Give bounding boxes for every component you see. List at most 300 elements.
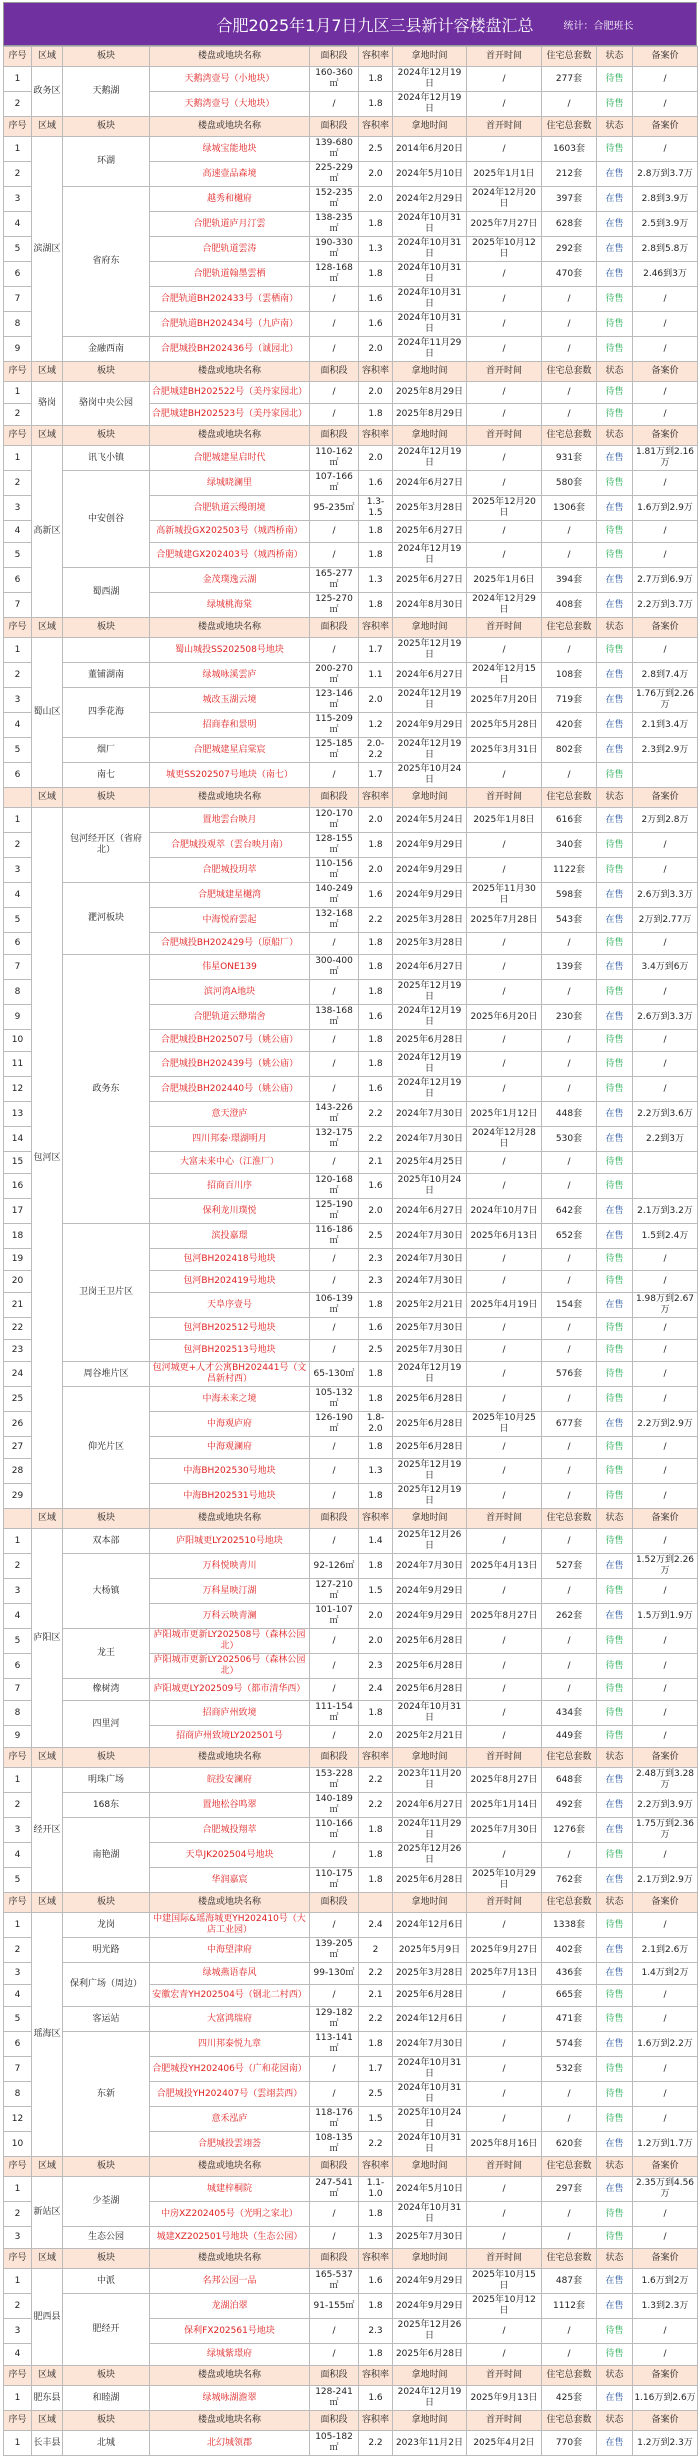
area-range: 300-400㎡ — [310, 955, 359, 980]
column-header-project-name: 楼盘或地块名称 — [150, 2366, 310, 2386]
column-header-region: 区域 — [32, 1509, 63, 1529]
block-cell: 烟厂 — [63, 738, 150, 763]
row-number: 4 — [4, 1604, 32, 1629]
record-price: / — [633, 2107, 698, 2132]
record-price: / — [633, 1701, 698, 1726]
plot-ratio: 2.0 — [359, 858, 393, 883]
column-header-open-date: 首开时间 — [467, 1748, 542, 1768]
total-units: 397套 — [542, 187, 597, 212]
area-range: / — [310, 2344, 359, 2366]
status-badge: 待售 — [597, 2007, 633, 2032]
land-date: 2024年9月29日 — [393, 1579, 467, 1604]
open-date: / — [467, 1701, 542, 1726]
column-header-project-name: 楼盘或地块名称 — [150, 362, 310, 382]
land-date: 2025年7月30日 — [393, 1340, 467, 1362]
land-date: 2025年6月28日 — [393, 1985, 467, 2007]
row-number: 8 — [4, 312, 32, 337]
record-price: / — [633, 382, 698, 404]
plot-ratio: 2.3 — [359, 1654, 393, 1679]
total-units: / — [542, 980, 597, 1005]
row-number: 4 — [4, 713, 32, 738]
land-date: 2025年3月28日 — [393, 933, 467, 955]
total-units: / — [542, 382, 597, 404]
area-range: 132-175㎡ — [310, 1127, 359, 1152]
column-header-open-date: 首开时间 — [467, 47, 542, 67]
plot-ratio: 1.8-2.0 — [359, 1412, 393, 1437]
plot-ratio: 1.8 — [359, 2202, 393, 2227]
total-units: 420套 — [542, 713, 597, 738]
region-cell: 骆岗 — [32, 382, 63, 426]
row-number: 24 — [4, 1362, 32, 1387]
row-number: 26 — [4, 1412, 32, 1437]
land-date: 2024年10月31日 — [393, 1701, 467, 1726]
record-price: / — [633, 67, 698, 92]
table-row — [4, 1701, 698, 1726]
column-header-region: 区域 — [32, 618, 63, 638]
row-number: 1 — [4, 1913, 32, 1938]
area-range: / — [310, 382, 359, 404]
table-row — [4, 1938, 698, 1963]
region-cell: 蜀山区 — [32, 638, 63, 788]
status-badge: 在售 — [597, 1102, 633, 1127]
open-date: 2025年10月29日 — [467, 1868, 542, 1893]
table-row — [4, 1963, 698, 1985]
area-range: / — [310, 1459, 359, 1484]
status-badge: 待售 — [597, 404, 633, 426]
area-range: / — [310, 92, 359, 117]
block-cell: 南艳湖 — [63, 1818, 150, 1893]
land-date: 2024年9月29日 — [393, 713, 467, 738]
plot-ratio: 1.8 — [359, 1484, 393, 1509]
row-number: 1 — [4, 638, 32, 663]
record-price: / — [633, 2344, 698, 2366]
row-number: 1 — [4, 1529, 32, 1554]
plot-ratio: 1.2 — [359, 713, 393, 738]
project-name: 意天澄庐 — [150, 1102, 310, 1127]
project-name: 合肥城投雲翊荟 — [150, 2132, 310, 2157]
column-header-area-range: 面积段 — [310, 426, 359, 446]
total-units: 802套 — [542, 738, 597, 763]
row-number: 6 — [4, 763, 32, 788]
status-badge: 在售 — [597, 1005, 633, 1030]
project-name: 城改玉湖云境 — [150, 688, 310, 713]
column-header-row-number — [4, 1509, 32, 1529]
record-price: / — [633, 858, 698, 883]
land-date: 2024年12月19日 — [393, 1052, 467, 1077]
column-header-total-units: 住宅总套数 — [542, 2411, 597, 2431]
plot-ratio: 1.8 — [359, 2032, 393, 2057]
region-cell: 包河区 — [32, 808, 63, 1509]
land-date: 2024年12月19日 — [393, 92, 467, 117]
area-range: 110-166㎡ — [310, 1818, 359, 1843]
total-units: / — [542, 287, 597, 312]
row-number: 7 — [4, 2057, 32, 2082]
column-header-row-number — [4, 788, 32, 808]
record-price: / — [633, 1340, 698, 1362]
column-header-land-date: 拿地时间 — [393, 2249, 467, 2269]
area-range: 139-680㎡ — [310, 137, 359, 162]
total-units: 574套 — [542, 2032, 597, 2057]
project-name: 招商庐州致境 — [150, 1701, 310, 1726]
column-header-area-range: 面积段 — [310, 1509, 359, 1529]
open-date: / — [467, 980, 542, 1005]
record-price: / — [633, 833, 698, 858]
area-range: / — [310, 404, 359, 426]
open-date: 2024年12月15日 — [467, 663, 542, 688]
table-row — [4, 2227, 698, 2249]
column-header-plot-ratio: 容积率 — [359, 2411, 393, 2431]
plot-ratio: 1.3-1.5 — [359, 496, 393, 521]
record-price: / — [633, 933, 698, 955]
row-number: 1 — [4, 2177, 32, 2202]
column-header-total-units: 住宅总套数 — [542, 47, 597, 67]
project-name: 高速壹品森境 — [150, 162, 310, 187]
total-units: 527套 — [542, 1554, 597, 1579]
status-badge: 待售 — [597, 1484, 633, 1509]
plot-ratio: 1.3 — [359, 2227, 393, 2249]
record-price: 1.5万到1.9万 — [633, 1604, 698, 1629]
column-header-status: 状态 — [597, 788, 633, 808]
open-date: / — [467, 1843, 542, 1868]
block-cell: 周谷堆片区 — [63, 1362, 150, 1387]
total-units: 931套 — [542, 446, 597, 471]
block-cell: 董铺湖南 — [63, 663, 150, 688]
open-date: 2025年11月30日 — [467, 883, 542, 908]
status-badge: 待售 — [597, 1701, 633, 1726]
plot-ratio: 2.4 — [359, 1913, 393, 1938]
project-name: 金茂璞逸云湖 — [150, 568, 310, 593]
row-number: 4 — [4, 1843, 32, 1868]
status-badge: 在售 — [597, 237, 633, 262]
status-badge: 待售 — [597, 2057, 633, 2082]
column-header-open-date: 首开时间 — [467, 2366, 542, 2386]
open-date: / — [467, 1437, 542, 1459]
area-range: 129-182㎡ — [310, 2007, 359, 2032]
table-row — [4, 1629, 698, 1654]
land-date: 2025年4月25日 — [393, 1152, 467, 1174]
column-header-record-price: 备案价 — [633, 2411, 698, 2431]
plot-ratio: 1.8 — [359, 521, 393, 543]
column-header-row-number: 序号 — [4, 426, 32, 446]
plot-ratio: 1.8 — [359, 955, 393, 980]
column-header-block: 板块 — [63, 47, 150, 67]
table-row — [4, 663, 698, 688]
land-date: 2025年2月21日 — [393, 1726, 467, 1748]
table-row — [4, 2177, 698, 2202]
table-row — [4, 137, 698, 162]
plot-ratio: 2.1 — [359, 1985, 393, 2007]
area-range: / — [310, 1654, 359, 1679]
column-header-plot-ratio: 容积率 — [359, 2249, 393, 2269]
row-number: 7 — [4, 593, 32, 618]
area-range: 153-228㎡ — [310, 1768, 359, 1793]
total-units: 425套 — [542, 2386, 597, 2411]
plot-ratio: 2.0 — [359, 1629, 393, 1654]
open-date: / — [467, 337, 542, 362]
project-name: 中海观澜府 — [150, 1437, 310, 1459]
plot-ratio: 2 — [359, 1938, 393, 1963]
project-name: 置地雲台映月 — [150, 808, 310, 833]
record-price: 2.2万到2.9万 — [633, 1412, 698, 1437]
record-price: / — [633, 1362, 698, 1387]
project-name: 中海BH202531号地块 — [150, 1484, 310, 1509]
column-header-block: 板块 — [63, 2157, 150, 2177]
open-date: 2025年8月16日 — [467, 2132, 542, 2157]
land-date: 2025年7月30日 — [393, 1318, 467, 1340]
table-row — [4, 738, 698, 763]
plot-ratio: 1.6 — [359, 287, 393, 312]
project-name: 万科云映青澜 — [150, 1604, 310, 1629]
status-badge: 在售 — [597, 1868, 633, 1893]
land-date: 2024年10月31日 — [393, 287, 467, 312]
record-price: / — [633, 1529, 698, 1554]
region-cell: 肥东县 — [32, 2386, 63, 2411]
land-date: 2024年12月19日 — [393, 688, 467, 713]
project-name: 保利龙川璞悦 — [150, 1199, 310, 1224]
plot-ratio: 1.8 — [359, 1701, 393, 1726]
plot-ratio: 1.8 — [359, 212, 393, 237]
column-header-record-price: 备案价 — [633, 426, 698, 446]
block-cell: 橡树湾 — [63, 1679, 150, 1701]
table-row — [4, 2386, 698, 2411]
block-cell: 包河经开区（省府北） — [63, 808, 150, 883]
record-price: / — [633, 2202, 698, 2227]
project-name: 合肥城投BH202429号（原船厂） — [150, 933, 310, 955]
total-units: 340套 — [542, 833, 597, 858]
record-price: 1.16万到2.6万 — [633, 2386, 698, 2411]
row-number: 3 — [4, 688, 32, 713]
row-number: 4 — [4, 883, 32, 908]
status-badge: 待售 — [597, 312, 633, 337]
record-price: / — [633, 1249, 698, 1271]
row-number: 8 — [4, 2082, 32, 2107]
total-units: / — [542, 1387, 597, 1412]
plot-ratio: 2.0 — [359, 446, 393, 471]
record-price: 2.2万到3.6万 — [633, 1102, 698, 1127]
open-date: 2025年4月2日 — [467, 2431, 542, 2456]
land-date: 2024年9月29日 — [393, 1604, 467, 1629]
column-header-land-date: 拿地时间 — [393, 2157, 467, 2177]
record-price: 1.3到2.3万 — [633, 2294, 698, 2319]
column-header-plot-ratio: 容积率 — [359, 2366, 393, 2386]
total-units: 108套 — [542, 663, 597, 688]
record-price: / — [633, 1387, 698, 1412]
project-name: 合肥城投玥萃 — [150, 858, 310, 883]
region-cell: 长丰县 — [32, 2431, 63, 2456]
total-units: 620套 — [542, 2132, 597, 2157]
status-badge: 待售 — [597, 2202, 633, 2227]
column-header-block: 板块 — [63, 1893, 150, 1913]
open-date: / — [467, 1679, 542, 1701]
column-header-record-price: 备案价 — [633, 2366, 698, 2386]
total-units: 487套 — [542, 2269, 597, 2294]
status-badge: 待售 — [597, 2107, 633, 2132]
column-header-row-number: 序号 — [4, 1893, 32, 1913]
column-header-row-number: 序号 — [4, 2366, 32, 2386]
area-range: / — [310, 1437, 359, 1459]
block-cell: 生态公园 — [63, 2227, 150, 2249]
status-badge: 待售 — [597, 337, 633, 362]
total-units: / — [542, 1271, 597, 1293]
record-price: / — [633, 1459, 698, 1484]
land-date: 2024年6月27日 — [393, 663, 467, 688]
plot-ratio: 2.1 — [359, 1152, 393, 1174]
land-date: 2025年6月28日 — [393, 1030, 467, 1052]
column-header-region: 区域 — [32, 2157, 63, 2177]
plot-ratio: 1.6 — [359, 2269, 393, 2294]
land-date: 2025年10月24日 — [393, 1174, 467, 1199]
total-units: 402套 — [542, 1938, 597, 1963]
land-date: 2024年12月19日 — [393, 738, 467, 763]
land-date: 2025年7月30日 — [393, 2227, 467, 2249]
area-range: 118-176㎡ — [310, 2107, 359, 2132]
land-date: 2024年9月29日 — [393, 858, 467, 883]
plot-ratio: 1.8 — [359, 543, 393, 568]
land-date: 2024年6月27日 — [393, 955, 467, 980]
plot-ratio: 1.6 — [359, 312, 393, 337]
record-price: / — [633, 1579, 698, 1604]
plot-ratio: 1.4 — [359, 1529, 393, 1554]
total-units: / — [542, 638, 597, 663]
block-cell: 骆岗中央公园 — [63, 382, 150, 426]
open-date: / — [467, 446, 542, 471]
record-price: 2.35万到4.56万 — [633, 2177, 698, 2202]
column-header-region: 区域 — [32, 788, 63, 808]
area-range: / — [310, 543, 359, 568]
status-badge: 在售 — [597, 908, 633, 933]
area-range: 165-537㎡ — [310, 2269, 359, 2294]
land-date: 2024年10月31日 — [393, 2057, 467, 2082]
row-number: 6 — [4, 933, 32, 955]
block-cell: 四季花海 — [63, 688, 150, 738]
land-date: 2025年5月9日 — [393, 1938, 467, 1963]
land-date: 2025年10月24日 — [393, 763, 467, 788]
table-row — [4, 808, 698, 833]
total-units: 677套 — [542, 1412, 597, 1437]
row-number: 3 — [4, 1818, 32, 1843]
area-range: / — [310, 933, 359, 955]
project-name: 招商春和景明 — [150, 713, 310, 738]
status-badge: 在售 — [597, 1768, 633, 1793]
open-date: / — [467, 2107, 542, 2132]
column-header-status: 状态 — [597, 2157, 633, 2177]
open-date: 2025年4月13日 — [467, 1554, 542, 1579]
project-name: 华润嘉宸 — [150, 1868, 310, 1893]
area-range: 120-168㎡ — [310, 1174, 359, 1199]
open-date: 2025年6月13日 — [467, 1224, 542, 1249]
plot-ratio: 1.6 — [359, 1318, 393, 1340]
project-name: 绿城晓澜里 — [150, 471, 310, 496]
land-date: 2024年12月19日 — [393, 67, 467, 92]
project-name: 合肥城建BH202523号（美丹家园北） — [150, 404, 310, 426]
status-badge: 在售 — [597, 808, 633, 833]
record-price: / — [633, 1318, 698, 1340]
area-range: / — [310, 1679, 359, 1701]
area-range: 152-235㎡ — [310, 187, 359, 212]
row-number: 27 — [4, 1437, 32, 1459]
column-header-project-name: 楼盘或地块名称 — [150, 1509, 310, 1529]
column-header-plot-ratio: 容积率 — [359, 362, 393, 382]
table-row — [4, 1913, 698, 1938]
status-badge: 待售 — [597, 1726, 633, 1748]
column-header-open-date: 首开时间 — [467, 618, 542, 638]
section-header-row — [4, 426, 698, 446]
plot-ratio: 1.8 — [359, 1052, 393, 1077]
land-date: 2025年12月19日 — [393, 638, 467, 663]
column-header-region: 区域 — [32, 2249, 63, 2269]
table-row — [4, 1793, 698, 1818]
record-price: 2万到2.8万 — [633, 808, 698, 833]
table-row — [4, 2007, 698, 2032]
status-badge: 在售 — [597, 713, 633, 738]
status-badge: 待售 — [597, 1985, 633, 2007]
project-name: 招商百川序 — [150, 1174, 310, 1199]
project-name: 绿城宝能地块 — [150, 137, 310, 162]
project-name: 合肥城建星樾湾 — [150, 883, 310, 908]
area-range: 138-168㎡ — [310, 1005, 359, 1030]
column-header-record-price: 备案价 — [633, 117, 698, 137]
section-header-row — [4, 117, 698, 137]
total-units: / — [542, 1340, 597, 1362]
project-name: 合肥轨道翰墨雲栖 — [150, 262, 310, 287]
column-header-status: 状态 — [597, 2249, 633, 2269]
plot-ratio: 1.8 — [359, 404, 393, 426]
status-badge: 待售 — [597, 933, 633, 955]
project-name: 中房XZ202405号（光明之家北） — [150, 2202, 310, 2227]
open-date: 2025年5月28日 — [467, 713, 542, 738]
open-date: / — [467, 858, 542, 883]
total-units: / — [542, 1249, 597, 1271]
project-name: 合肥轨道云缈瑞舍 — [150, 1005, 310, 1030]
row-number: 7 — [4, 287, 32, 312]
column-header-plot-ratio: 容积率 — [359, 117, 393, 137]
area-range: / — [310, 1249, 359, 1271]
project-name: 北幻城领郡 — [150, 2431, 310, 2456]
project-name: 合肥轨道BH202433号（雲栖南） — [150, 287, 310, 312]
area-range: 110-162㎡ — [310, 446, 359, 471]
project-name: 中海未来之境 — [150, 1387, 310, 1412]
status-badge: 在售 — [597, 1412, 633, 1437]
status-badge: 待售 — [597, 471, 633, 496]
open-date: 2025年10月12日 — [467, 2294, 542, 2319]
column-header-block: 板块 — [63, 788, 150, 808]
area-range: / — [310, 1726, 359, 1748]
area-range: 105-182㎡ — [310, 2431, 359, 2456]
status-badge: 待售 — [597, 833, 633, 858]
status-badge: 在售 — [597, 663, 633, 688]
column-header-open-date: 首开时间 — [467, 117, 542, 137]
plot-ratio: 1.8 — [359, 1437, 393, 1459]
total-units: 448套 — [542, 1102, 597, 1127]
row-number: 2 — [4, 1793, 32, 1818]
land-date: 2024年10月31日 — [393, 312, 467, 337]
land-date: 2025年12月26日 — [393, 1843, 467, 1868]
record-price: / — [633, 980, 698, 1005]
plot-ratio: 2.2 — [359, 1127, 393, 1152]
block-cell: 明光路 — [63, 1938, 150, 1963]
total-units: 212套 — [542, 162, 597, 187]
row-number: 20 — [4, 1271, 32, 1293]
area-range: 160-360㎡ — [310, 67, 359, 92]
land-date: 2024年7月30日 — [393, 1224, 467, 1249]
status-badge: 待售 — [597, 763, 633, 788]
status-badge: 在售 — [597, 2431, 633, 2456]
land-date: 2024年12月19日 — [393, 2386, 467, 2411]
row-number: 18 — [4, 1224, 32, 1249]
record-price: / — [633, 1985, 698, 2007]
project-name: 天鹅湾壹号（小地块） — [150, 67, 310, 92]
row-number: 1 — [4, 137, 32, 162]
